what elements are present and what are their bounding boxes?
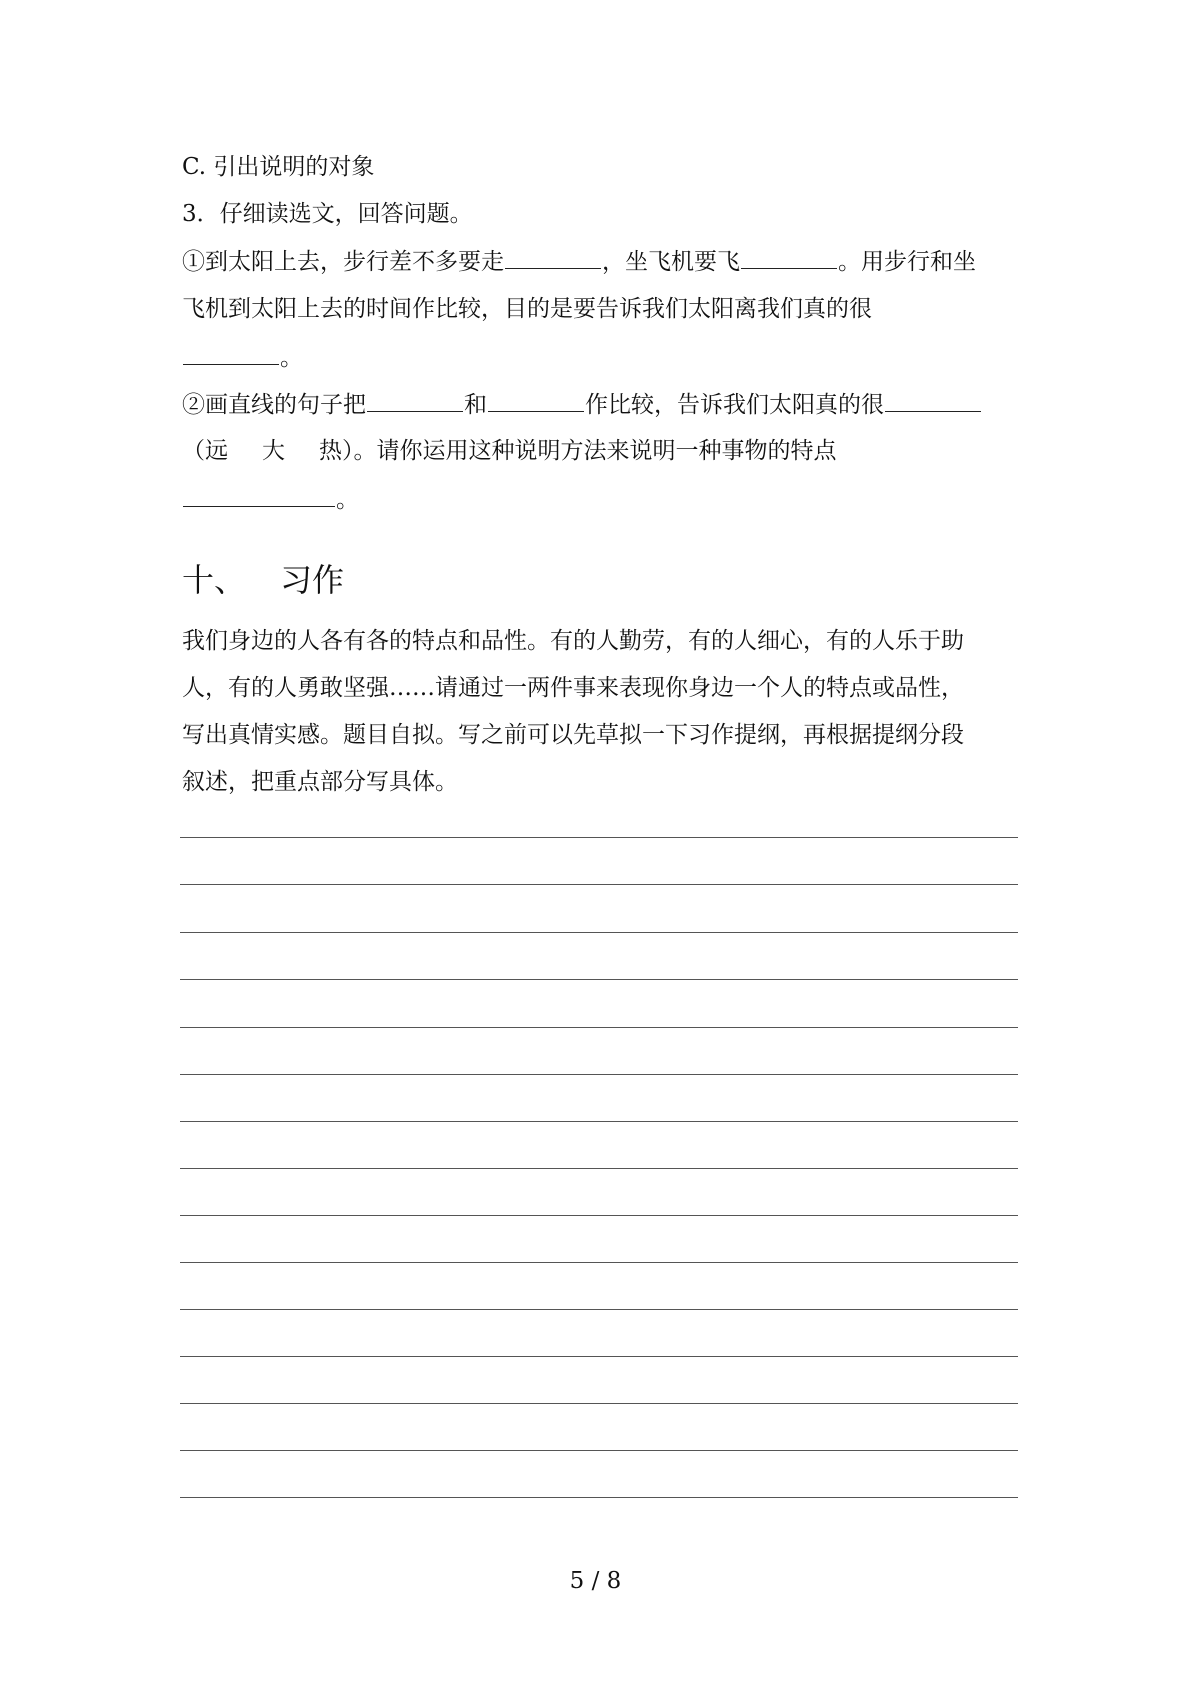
q3-p1-text-a: ①到太阳上去，步行差不多要走: [182, 249, 504, 275]
writing-line[interactable]: [180, 1403, 1018, 1404]
writing-line[interactable]: [180, 1027, 1018, 1028]
writing-line[interactable]: [180, 1215, 1018, 1216]
writing-line[interactable]: [180, 932, 1018, 933]
writing-line[interactable]: [180, 1450, 1018, 1451]
question-3-part2-line1: [182, 389, 982, 420]
writing-line[interactable]: [180, 1497, 1018, 1498]
question-3-part2-line2: [182, 436, 837, 466]
section-10-number: 十、: [182, 561, 247, 599]
q3-p1-end: 。: [280, 345, 303, 371]
writing-line[interactable]: [180, 837, 1018, 838]
answer-blank-far[interactable]: [183, 342, 279, 365]
section-10-title: 习作: [280, 561, 345, 599]
q3-p2-option-open: （远: [182, 438, 228, 464]
answer-blank-walk[interactable]: [505, 246, 601, 269]
q3-p2-text-b: 和: [464, 392, 487, 418]
q3-p2-text-c: 作比较，告诉我们太阳真的很: [585, 392, 884, 418]
question-3-part2-line3: [182, 484, 359, 515]
prompt-line: 写出真情实感。题目自拟。写之前可以先草拟一下习作提纲，再根据提纲分段: [182, 722, 964, 748]
q3-p1-text-c: 。用步行和坐: [838, 249, 976, 275]
q3-p2-option-mid: 大: [262, 438, 285, 464]
writing-line[interactable]: [180, 1074, 1018, 1075]
q3-p2-option-close: 热）。请你运用这种说明方法来说明一种事物的特点: [319, 438, 837, 464]
answer-blank-fly[interactable]: [741, 246, 837, 269]
section-10-heading: [182, 560, 344, 600]
answer-blank-sun-is[interactable]: [885, 389, 981, 412]
question-3-title: 3．仔细读选文，回答问题。: [182, 201, 473, 227]
q3-p2-text-a: ②画直线的句子把: [182, 392, 366, 418]
answer-blank-describe[interactable]: [183, 484, 335, 507]
writing-prompt: [182, 618, 1012, 806]
question-3-part1-line3: [182, 342, 303, 373]
option-c: C. 引出说明的对象: [182, 154, 375, 180]
page-number: 5 / 8: [569, 1568, 622, 1594]
question-3-part1-line1: [182, 246, 976, 277]
writing-line[interactable]: [180, 979, 1018, 980]
prompt-line: 我们身边的人各有各的特点和品性。有的人勤劳，有的人细心，有的人乐于助: [182, 628, 964, 654]
writing-line[interactable]: [180, 1262, 1018, 1263]
writing-line[interactable]: [180, 1168, 1018, 1169]
writing-line[interactable]: [180, 1121, 1018, 1122]
prompt-line: 叙述，把重点部分写具体。: [182, 769, 458, 795]
prompt-line: 人，有的人勇敢坚强……请通过一两件事来表现你身边一个人的特点或品性，: [182, 675, 964, 701]
answer-blank-compare-2[interactable]: [488, 389, 584, 412]
q3-p1-text-b: ，坐飞机要飞: [602, 249, 740, 275]
q3-p2-end: 。: [336, 487, 359, 513]
writing-line[interactable]: [180, 1356, 1018, 1357]
writing-line[interactable]: [180, 1309, 1018, 1310]
question-3-part1-line2: 飞机到太阳上去的时间作比较，目的是要告诉我们太阳离我们真的很: [182, 296, 872, 322]
writing-line[interactable]: [180, 884, 1018, 885]
answer-blank-compare-1[interactable]: [367, 389, 463, 412]
